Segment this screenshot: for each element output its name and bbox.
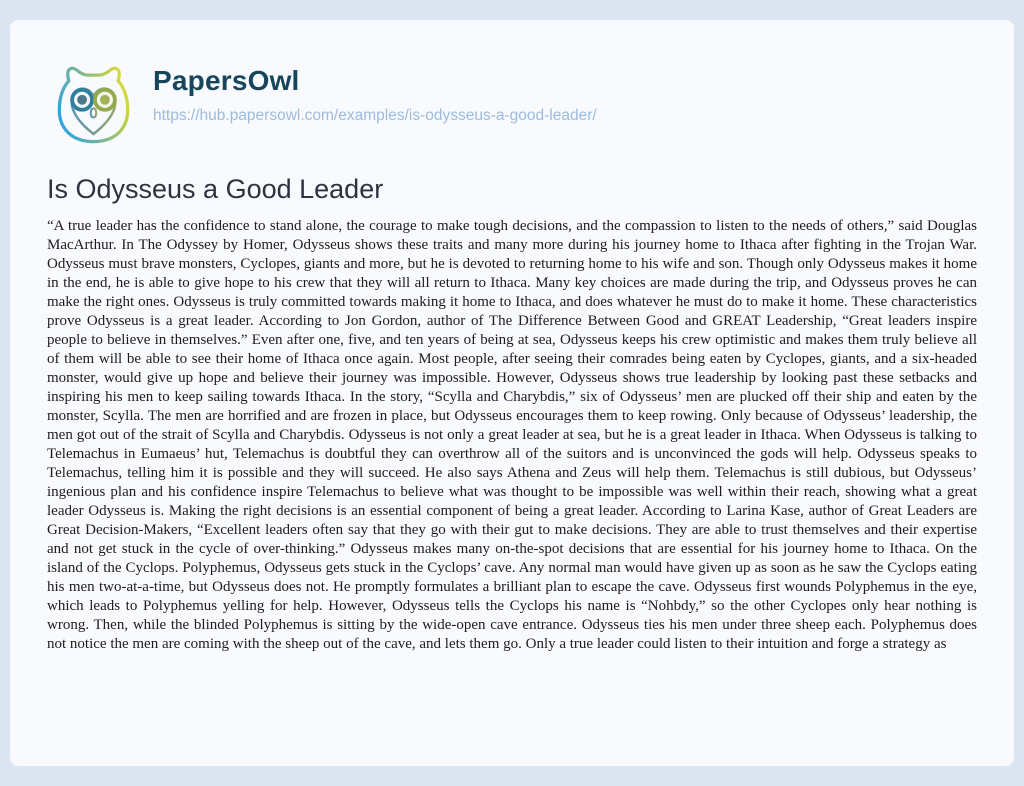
site-header: [10, 20, 1014, 153]
content-card: [10, 20, 1014, 766]
essay-body: “A true leader has the confidence to stand alone, the courage to make tough decisions, and the compassion to listen to the needs of others,” said Douglas MacArthur. In The Odyssey by Homer, Odysseus shows these traits and many more during his journey home to Ithaca after fighting in the Trojan War. Odysseus must brave monsters, Cyclopes, giants and more, but he is devoted to returning home to his wife and son. Though only Odysseus makes it home in the end, he is able to give hope to his crew that they will all return to Ithaca. Many key choices are made during the trip, and Odysseus proves he can make the right ones. Odysseus is truly committed towards making it home to Ithaca, and does whatever he must do to make it home. These characteristics prove Odysseus is a great leader. According to Jon Gordon, author of The Difference Between Good and GREAT Leadership, “Great leaders inspire people to believe in themselves.” Even after one, five, and ten years of being at sea, Odysseus keeps his crew optimistic and makes them truly believe all of them will be able to see their home of Ithaca once again. Most people, after seeing their comrades being eaten by Cyclopes, giants, and a six-headed monster, would give up hope and believe their journey was impossible. However, Odysseus shows true leadership by looking past these setbacks and inspiring his men to keep sailing towards Ithaca. In the story, “Scylla and Charybdis,” six of Odysseus’ men are plucked off their ship and eaten by the monster, Scylla. The men are horrified and are frozen in place, but Odysseus encourages them to keep rowing. Only because of Odysseus’ leadership, the men got out of the strait of Scylla and Charybdis. Odysseus is not only a great leader at sea, but he is a great leader in Ithaca. When Odysseus is talking to Telemachus in Eumaeus’ hut, Telemachus is doubtful they can overthrow all of the suitors and is unconvinced the gods will help. Odysseus speaks to Telemachus, telling him it is possible and they will succeed. He also says Athena and Zeus will help them. Telemachus is still dubious, but Odysseus’ ingenious plan and his confidence inspire Telemachus to believe what was thought to be impossible was well within their reach, showing what a great leader Odysseus is. Making the right decisions is an essential component of being a great leader. According to Larina Kase, author of Great Leaders are Great Decision-Makers, “Excellent leaders often say that they go with their gut to make decisions. They are able to trust themselves and their expertise and not get stuck in the cycle of over-thinking.” Odysseus makes many on-the-spot decisions that are essential for his journey home to Ithaca. On the island of the Cyclops. Polyphemus, Odysseus gets stuck in the Cyclops’ cave. Any normal man would have given up as soon as he saw the Cyclops eating his men two-at-a-time, but Odysseus does not. He promptly formulates a brilliant plan to escape the cave. Odysseus first wounds Polyphemus in the eye, which leads to Polyphemus yelling for help. However, Odysseus tells the Cyclops his name is “Nohbdy,” so the other Cyclopes only hear nothing is wrong. Then, while the blinded Polyphemus is sitting by the wide-open cave entrance. Odysseus ties his men under three sheep each. Polyphemus does not notice the men are coming with the sheep out of the cave, and lets them go. Only a true leader could listen to their intuition and forge a strategy as: [47, 218, 977, 652]
papersowl-logo[interactable]: [45, 58, 142, 153]
owl-icon: [45, 58, 142, 153]
source-url-link[interactable]: https://hub.papersowl.com/examples/is-odysseus-a-good-leader/: [153, 107, 597, 124]
essay-title: Is Odysseus a Good Leader: [47, 174, 384, 204]
brand-name[interactable]: PapersOwl: [153, 65, 300, 96]
brand-block: [153, 58, 597, 125]
